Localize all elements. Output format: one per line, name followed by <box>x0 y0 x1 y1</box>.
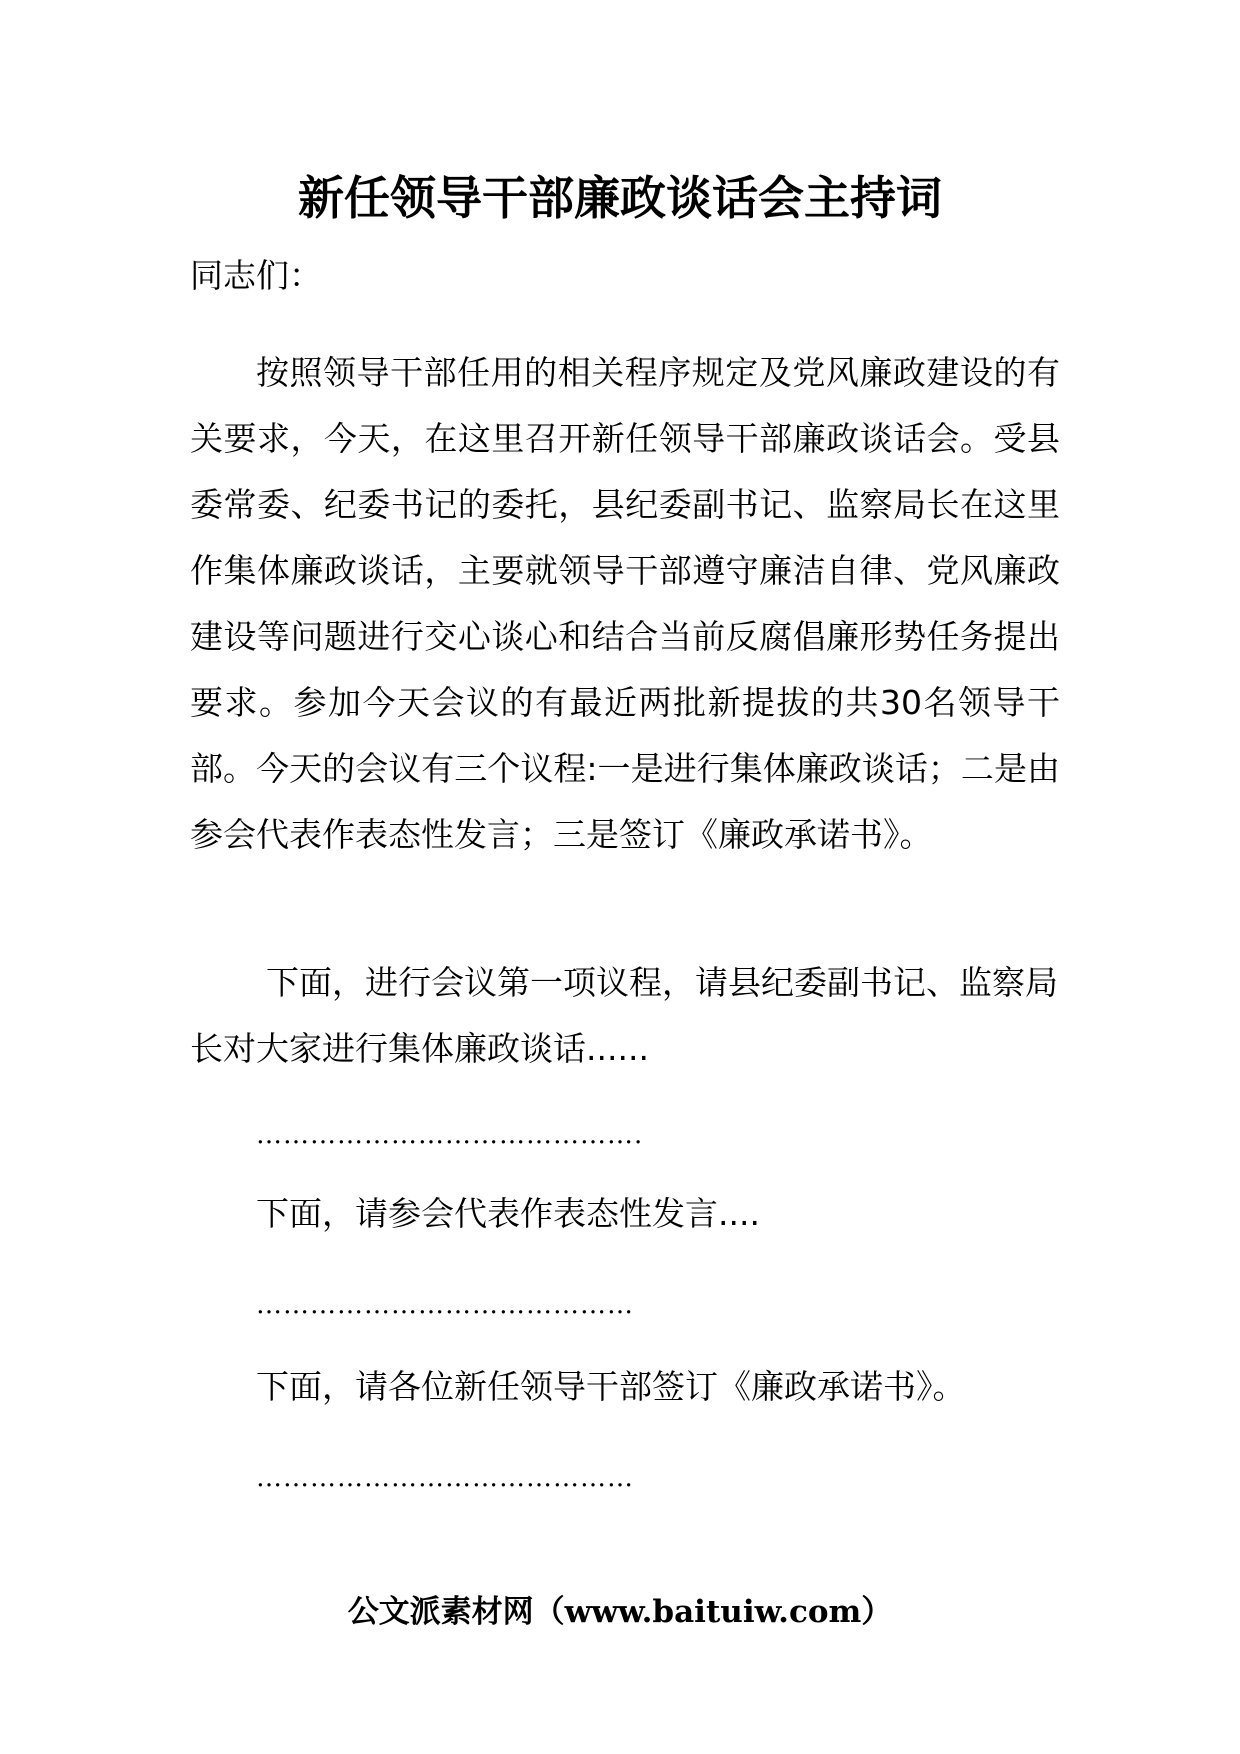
document-title: 新任领导干部廉政谈话会主持词 <box>298 171 942 225</box>
opening-paragraph: 按照领导干部任用的相关程序规定及党风廉政建设的有关要求，今天，在这里召开新任领导干部廉政谈话会。受县委常委、纪委书记的委托，县纪委副书记、监察局长在这里作集体廉政谈话，主要就领导干部遵守廉洁自律、党风廉政建设等问题进行交心谈心和结合当前反腐倡廉形势任务提出要求。参加今天会议的有最近两批新提拔的共30名领导干部。今天的会议有三个议程:一是进行集体廉政谈话；二是由参会代表作表态性发言；三是签订《廉政承诺书》。 <box>190 353 1060 854</box>
salutation: 同志们： <box>190 256 322 295</box>
ellipsis-line: …………………………………… <box>256 1463 634 1493</box>
footer-source: 公文派素材网（www.baituiw.com） <box>347 1594 893 1630</box>
ellipsis-line: …………………………………… <box>256 1290 634 1320</box>
agenda-item-one-paragraph: 下面，进行会议第一项议程，请县纪委副书记、监察局长对大家进行集体廉政谈话...... <box>190 963 1058 1068</box>
ellipsis-line: ……………………………………. <box>256 1120 644 1150</box>
speech-instruction-line: 下面，请参会代表作表态性发言.... <box>256 1194 760 1233</box>
signing-instruction-line: 下面，请各位新任领导干部签订《廉政承诺书》。 <box>256 1367 966 1406</box>
